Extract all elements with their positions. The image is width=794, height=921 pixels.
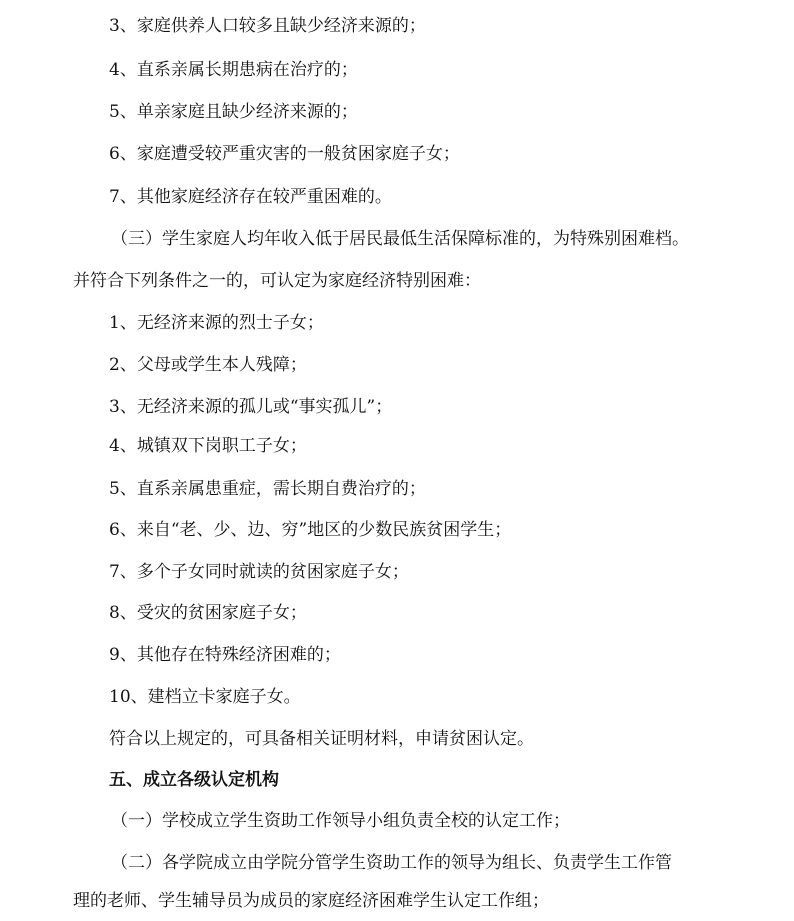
- paragraph-line: （三）学生家庭人均年收入低于居民最低生活保障标准的，为特殊别困难档。: [111, 229, 689, 249]
- list-item: 7、其他家庭经济存在较严重困难的。: [109, 187, 392, 207]
- list-item: 6、家庭遭受较严重灾害的一般贫困家庭子女；: [109, 144, 460, 164]
- list-item: 5、直系亲属患重症，需长期自费治疗的；: [109, 479, 426, 499]
- list-item: 9、其他存在特殊经济困难的；: [109, 645, 341, 665]
- list-item: 4、城镇双下岗职工子女；: [109, 436, 307, 456]
- list-item: 4、直系亲属长期患病在治疗的；: [109, 60, 358, 80]
- list-item: 7、多个子女同时就读的贫困家庭子女；: [109, 562, 409, 582]
- list-item: 6、来自“老、少、边、穷”地区的少数民族贫困学生；: [109, 520, 512, 540]
- list-item: 2、父母或学生本人残障；: [109, 355, 307, 375]
- paragraph-line: （二）各学院成立由学院分管学生资助工作的领导为组长、负责学生工作管: [111, 853, 672, 873]
- paragraph-line: 理的老师、学生辅导员为成员的家庭经济困难学生认定工作组；: [73, 891, 549, 911]
- list-item: 8、受灾的贫困家庭子女；: [109, 603, 307, 623]
- list-item: 10、建档立卡家庭子女。: [109, 687, 301, 707]
- list-item: 3、无经济来源的孤儿或“事实孤儿”；: [109, 397, 393, 417]
- closing-paragraph: 符合以上规定的，可具备相关证明材料，申请贫困认定。: [109, 729, 534, 749]
- list-item: 5、单亲家庭且缺少经济来源的；: [109, 102, 358, 122]
- section-heading: 五、成立各级认定机构: [109, 770, 279, 790]
- paragraph-line: 并符合下列条件之一的，可认定为家庭经济特别困难：: [73, 271, 481, 291]
- list-item: 3、家庭供养人口较多且缺少经济来源的；: [109, 16, 426, 36]
- list-item: 1、无经济来源的烈士子女；: [109, 313, 324, 333]
- paragraph-line: （一）学校成立学生资助工作领导小组负责全校的认定工作；: [111, 811, 570, 831]
